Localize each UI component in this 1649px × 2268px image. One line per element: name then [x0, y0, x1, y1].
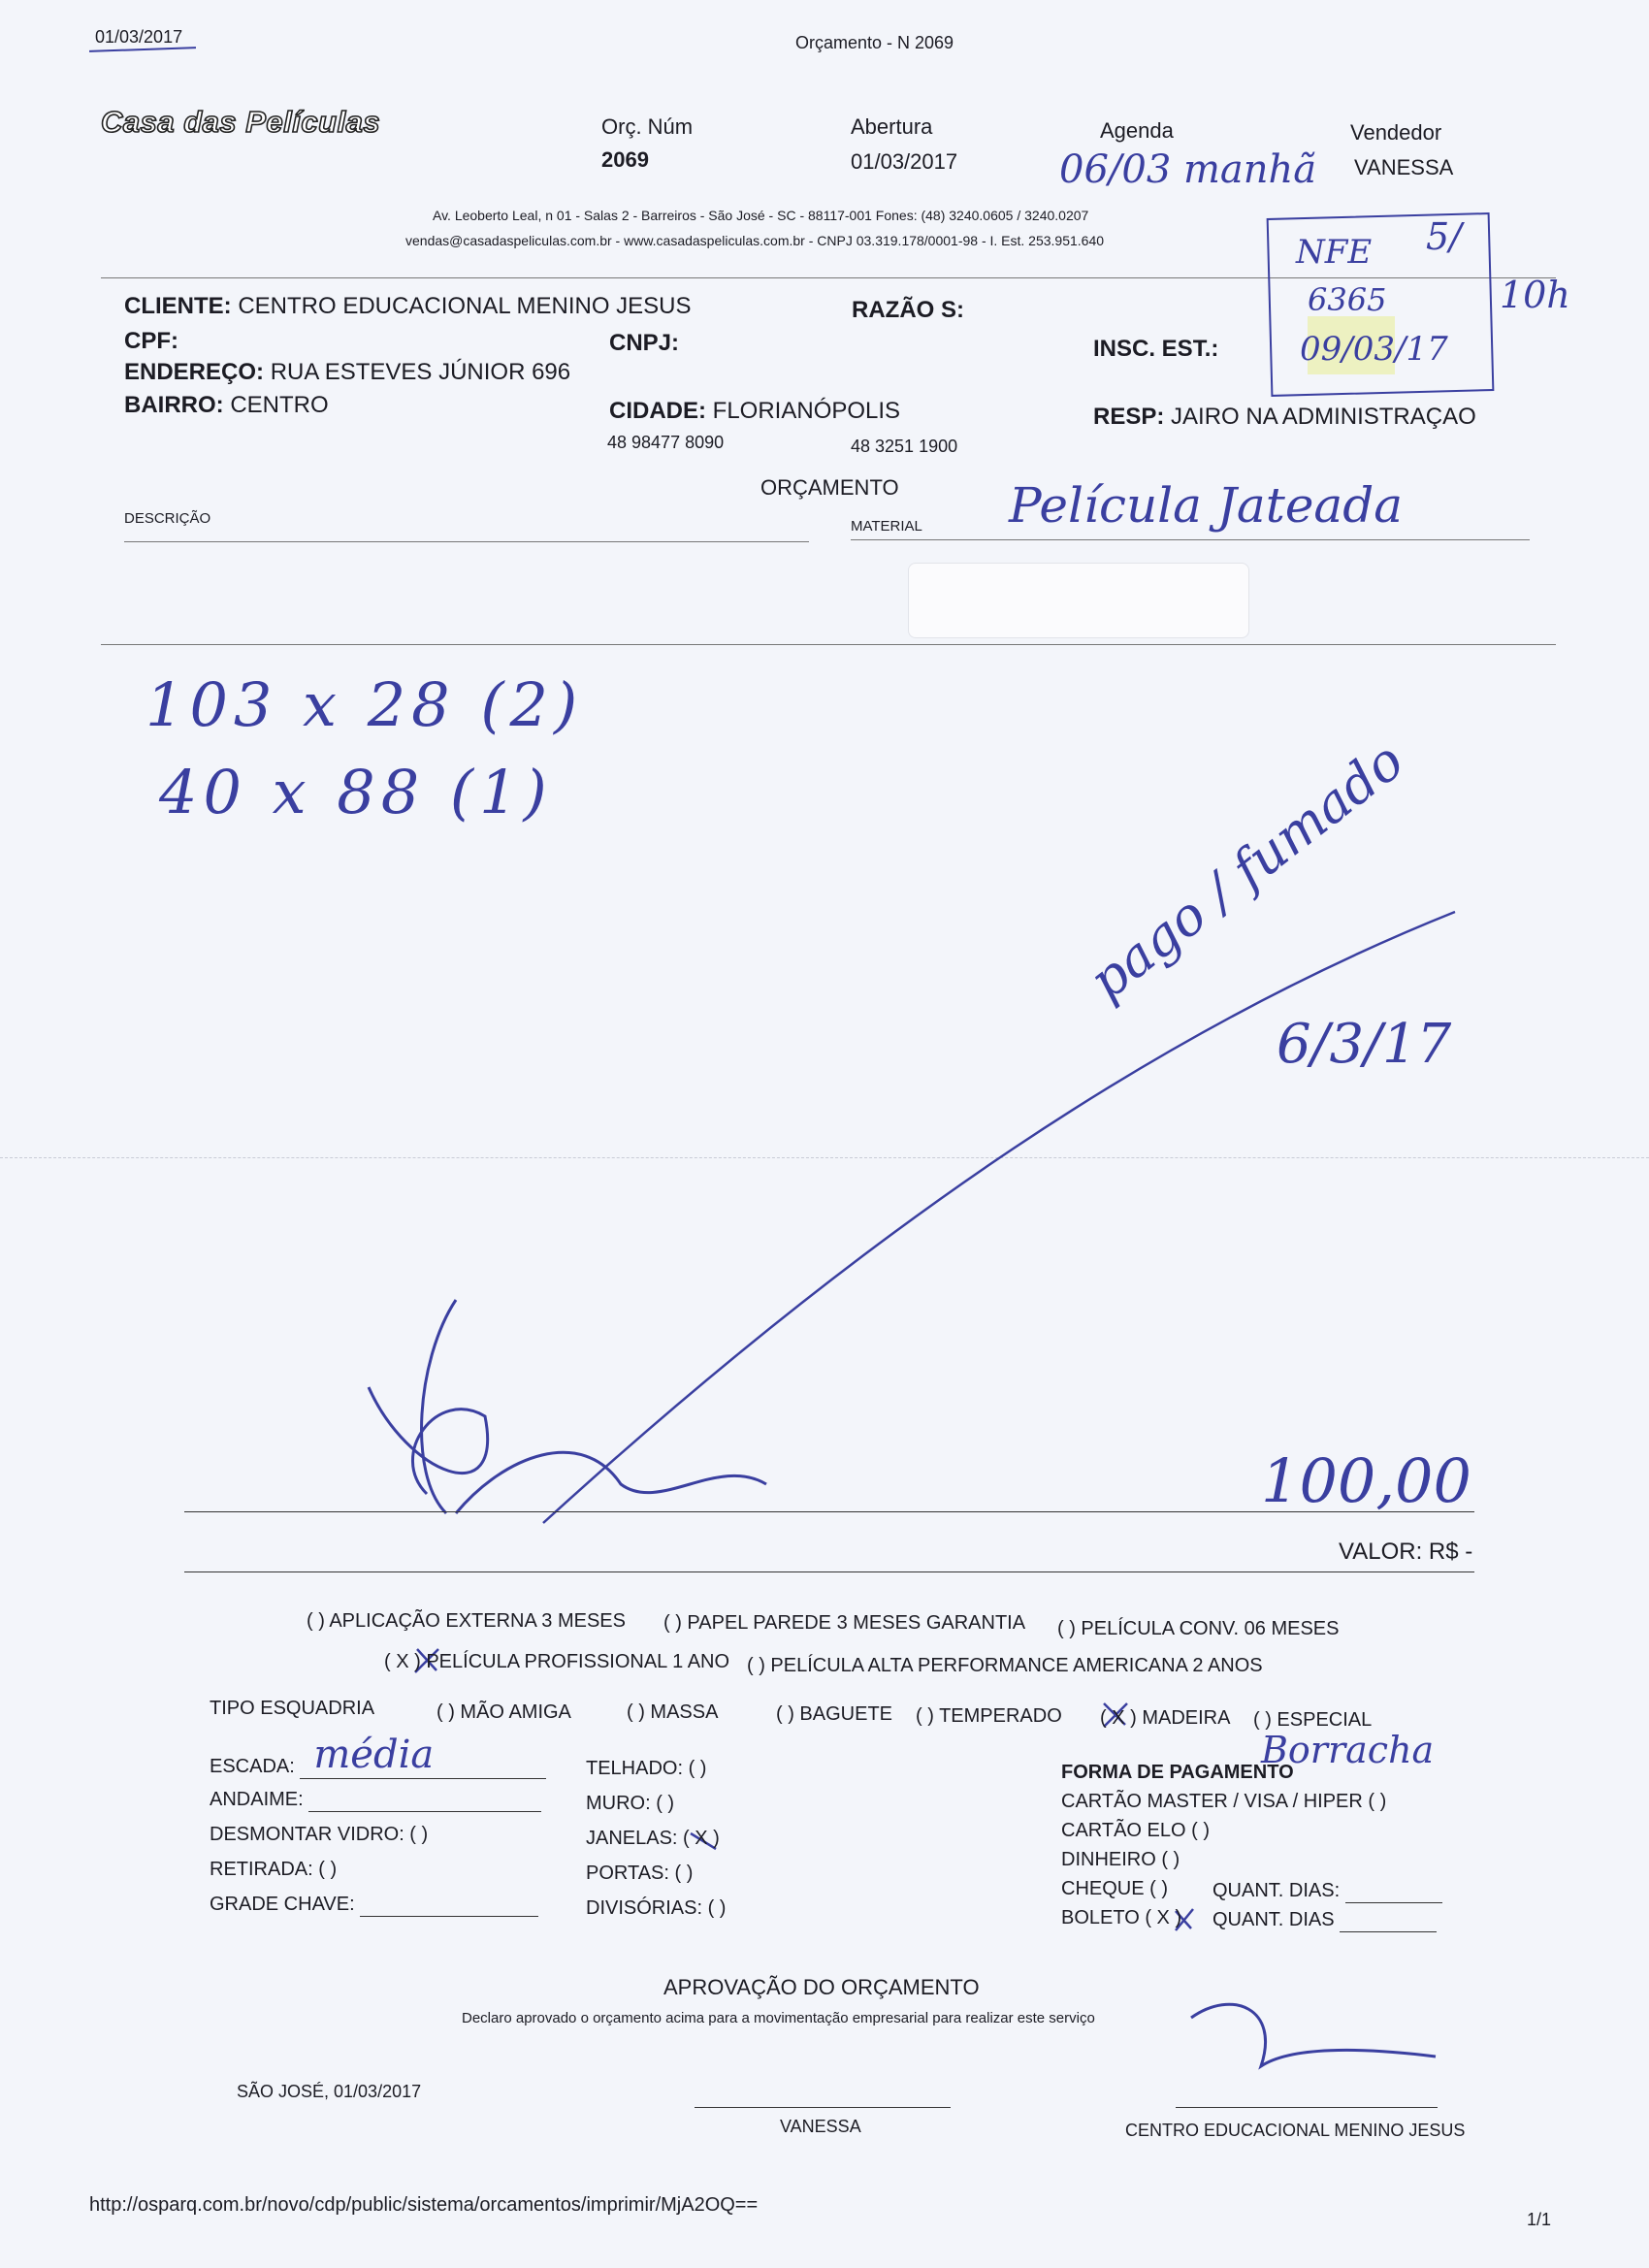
seller-signature-name: VANESSA: [780, 2117, 861, 2136]
option-pelicula-conv[interactable]: ( ) PELÍCULA CONV. 06 MESES: [1057, 1618, 1340, 1639]
document-title: Orçamento - N 2069: [795, 33, 954, 52]
option-aplicacao[interactable]: ( ) APLICAÇÃO EXTERNA 3 MESES: [307, 1610, 626, 1632]
cliente-label: CLIENTE:: [124, 293, 232, 319]
esquadria-label: TIPO ESQUADRIA: [210, 1698, 375, 1719]
insc-label: INSC. EST.:: [1093, 336, 1219, 362]
approval-heading: APROVAÇÃO DO ORÇAMENTO: [663, 1975, 980, 1999]
cnpj-label: CNPJ:: [609, 330, 680, 356]
vendedor-label: Vendedor: [1350, 120, 1442, 145]
company-contact: vendas@casadaspeliculas.com.br - www.casadaspeliculas.com.br - CNPJ 03.319.178/0001-98 - I. Est. 253.951.640: [405, 233, 1105, 248]
measure-line-1: 103 x 28 (2): [146, 669, 584, 740]
option-papel-parede[interactable]: ( ) PAPEL PAREDE 3 MESES GARANTIA: [663, 1612, 1026, 1634]
stamp-note-a: 5/: [1426, 215, 1462, 258]
approval-declaration: Declaro aprovado o orçamento acima para a movimentação empresarial para realizar este serviço: [462, 2010, 1095, 2026]
grade-label: GRADE CHAVE:: [210, 1894, 355, 1915]
payment-cartao-master[interactable]: CARTÃO MASTER / VISA / HIPER ( ): [1061, 1791, 1387, 1812]
esquadria-especial[interactable]: ( ) ESPECIAL: [1253, 1709, 1373, 1731]
orcamento-heading: ORÇAMENTO: [760, 475, 899, 500]
divisorias-field[interactable]: DIVISÓRIAS: ( ): [586, 1897, 727, 1919]
agenda-label: Agenda: [1100, 118, 1174, 143]
option-pelicula-alta[interactable]: ( ) PELÍCULA ALTA PERFORMANCE AMERICANA 2 ANOS: [747, 1655, 1263, 1676]
bairro-label: BAIRRO:: [124, 392, 224, 418]
cliente-value: CENTRO EDUCACIONAL MENINO JESUS: [238, 293, 692, 319]
andaime-blank[interactable]: [308, 1789, 541, 1812]
value-line-1: [184, 1511, 1474, 1512]
vendedor-value: VANESSA: [1354, 155, 1454, 179]
andaime-label: ANDAIME:: [210, 1789, 304, 1810]
payment-heading: FORMA DE PAGAMENTO: [1061, 1762, 1294, 1783]
nfe-label: NFE: [1296, 233, 1373, 272]
escada-blank[interactable]: [300, 1733, 546, 1779]
muro-field[interactable]: MURO: ( ): [586, 1793, 675, 1814]
place-date: SÃO JOSÉ, 01/03/2017: [237, 2082, 422, 2101]
value-line-2: [184, 1571, 1474, 1572]
phone-1: 48 98477 8090: [607, 433, 725, 452]
paid-date: 6/3/17: [1277, 1013, 1452, 1076]
orc-num-label: Orç. Núm: [601, 114, 694, 139]
endereco-label: ENDEREÇO:: [124, 359, 265, 385]
esquadria-baguete[interactable]: ( ) BAGUETE: [776, 1703, 893, 1725]
nfe-number: 6365: [1308, 281, 1387, 318]
payment-boleto[interactable]: BOLETO ( X ): [1061, 1907, 1182, 1928]
endereco-value: RUA ESTEVES JÚNIOR 696: [270, 359, 571, 385]
payment-dinheiro[interactable]: DINHEIRO ( ): [1061, 1849, 1180, 1870]
value-handwritten: 100,00: [1261, 1445, 1471, 1516]
janelas-field[interactable]: JANELAS: ( X ): [586, 1828, 720, 1849]
footer-url[interactable]: http://osparq.com.br/novo/cdp/public/sistema/orcamentos/imprimir/MjA2OQ==: [89, 2194, 759, 2216]
grade-field: [210, 1894, 538, 1917]
cpf-label: CPF:: [124, 328, 178, 354]
escada-handwritten: média: [313, 1733, 435, 1777]
esquadria-mao-amiga[interactable]: ( ) MÃO AMIGA: [436, 1701, 571, 1723]
agenda-handwritten: 06/03 manhã: [1059, 147, 1317, 192]
diagonal-strike-line: [543, 912, 1455, 1523]
andaime-field: [210, 1789, 541, 1812]
resp-value: JAIRO NA ADMINISTRAÇAO: [1171, 404, 1476, 430]
paid-note: pago / fumado: [1078, 729, 1415, 1012]
resp-label: RESP:: [1093, 404, 1165, 430]
client-signature: [1191, 2004, 1436, 2066]
razao-label: RAZÃO S:: [852, 297, 964, 323]
company-logo: Casa das Películas: [101, 105, 381, 139]
client-signature-line: [1176, 2107, 1438, 2108]
option-pelicula-profissional[interactable]: ( X ) PELÍCULA PROFISSIONAL 1 ANO: [384, 1651, 730, 1672]
especial-handwritten: Borracha: [1261, 1729, 1435, 1771]
boleto-quant-dias: [1212, 1909, 1437, 1932]
material-label: MATERIAL: [851, 518, 922, 535]
portas-field[interactable]: PORTAS: ( ): [586, 1863, 694, 1884]
telhado-field[interactable]: TELHADO: ( ): [586, 1758, 707, 1779]
grade-blank[interactable]: [360, 1894, 538, 1917]
escada-field: [210, 1733, 546, 1779]
stamp-note-b: 10h: [1500, 274, 1570, 316]
payment-cartao-elo[interactable]: CARTÃO ELO ( ): [1061, 1820, 1210, 1841]
scribble-signature: [369, 1300, 766, 1513]
nfe-date: 09/03/17: [1300, 330, 1448, 369]
abertura-value: 01/03/2017: [851, 149, 958, 174]
desmontar-field[interactable]: DESMONTAR VIDRO: ( ): [210, 1824, 429, 1845]
measure-line-2: 40 x 88 (1): [159, 757, 553, 827]
boleto-quant-dias-label: QUANT. DIAS: [1212, 1909, 1335, 1930]
retirada-field[interactable]: RETIRADA: ( ): [210, 1859, 338, 1880]
abertura-label: Abertura: [851, 114, 933, 139]
orc-num-value: 2069: [601, 147, 649, 172]
cheque-quant-dias: [1212, 1880, 1442, 1903]
client-signature-name: CENTRO EDUCACIONAL MENINO JESUS: [1125, 2121, 1466, 2140]
esquadria-massa[interactable]: ( ) MASSA: [627, 1701, 719, 1723]
page-number: 1/1: [1527, 2210, 1552, 2229]
bairro-value: CENTRO: [230, 392, 329, 418]
esquadria-madeira[interactable]: ( X ) MADEIRA: [1100, 1707, 1231, 1729]
print-date: 01/03/2017: [95, 27, 183, 47]
cheque-quant-dias-label: QUANT. DIAS:: [1212, 1880, 1341, 1901]
payment-cheque[interactable]: CHEQUE ( ): [1061, 1878, 1168, 1899]
esquadria-temperado[interactable]: ( ) TEMPERADO: [916, 1705, 1062, 1727]
boleto-quant-dias-blank[interactable]: [1340, 1909, 1437, 1932]
cheque-quant-dias-blank[interactable]: [1345, 1880, 1442, 1903]
company-address: Av. Leoberto Leal, n 01 - Salas 2 - Barreiros - São José - SC - 88117-001 Fones: (48) 3240.0605 / 3240.0207: [433, 208, 1089, 223]
escada-label: ESCADA:: [210, 1756, 295, 1777]
cidade-label: CIDADE:: [609, 398, 706, 424]
descricao-label: DESCRIÇÃO: [124, 510, 211, 527]
seller-signature-line: [695, 2107, 951, 2108]
cidade-value: FLORIANÓPOLIS: [712, 398, 901, 424]
valor-label: VALOR: R$ -: [1339, 1539, 1473, 1565]
material-handwritten: Película Jateada: [1009, 477, 1404, 534]
phone-2: 48 3251 1900: [851, 437, 958, 456]
